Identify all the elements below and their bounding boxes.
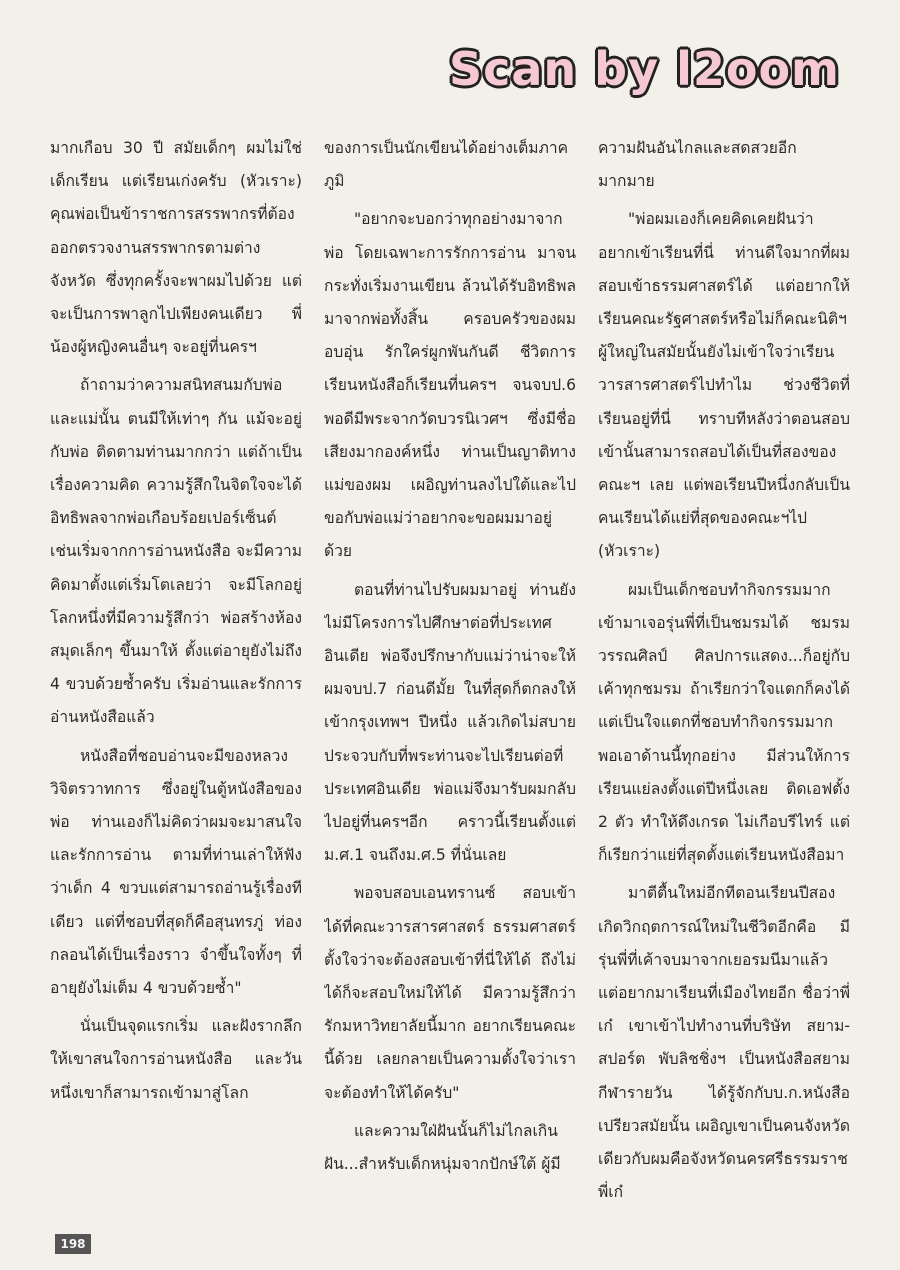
scan-watermark: Scan by l2oom (448, 42, 840, 96)
paragraph: ของการเป็นนักเขียนได้อย่างเต็มภาคภูมิ (324, 139, 569, 191)
article-columns (50, 132, 850, 1222)
paragraph: "อยากจะบอกว่าทุกอย่างมาจากพ่อ โดยเฉพาะการรักการอ่าน มาจนกระทั่งเริ่มงานเขียน ล้วนได้รับอิทธิพลมาจากพ่อทั้งสิ้น ครอบครัวของผมอบอุ่น รักใคร่ผูกพันกันดี ชีวิตการเรียนหนังสือก็เรียนที่นครฯ จนจบป.6 พอดีมีพระจากวัดบวรนิเวศฯ ซึ่งมีชื่อเสียงมากองค์หนึ่ง ท่านเป็นญาติทางแม่ของผม เผอิญท่านลงไปใต้และไปขอกับพ่อแม่ว่าอยากจะขอผมมาอยู่ด้วย (324, 210, 576, 561)
paragraph: ผมเป็นเด็กชอบทำกิจกรรมมากเข้ามาเจอรุ่นพี่ที่เป็นชมรมได้ ชมรมวรรณศิลป์ ศิลปการแสดง...ก็อยู่กับเค้าทุกชมรม ถ้าเรียกว่าใจแตกก็คงได้ แต่เป็นใจแตกที่ชอบทำกิจกรรมมาก พอเอาด้านนี้ทุกอย่าง มีส่วนให้การเรียนแย่ลงตั้งแต่ปีหนึ่งเลย ติดเอฟตั้ง 2 ตัว ทำให้ดึงเกรด ไม่เกือบรีไทร์ แต่ก็เรียกว่าแย่ที่สุดตั้งแต่เรียนหนังสือมา (598, 580, 850, 865)
paragraph: นั่นเป็นจุดแรกเริ่ม และฝังรากลึกให้เขาสนใจการอ่านหนังสือ และวันหนึ่งเขาก็สามารถเข้ามาสู่โลก (50, 1017, 302, 1102)
paragraph: พอจบสอบเอนทรานซ์ สอบเข้าได้ที่คณะวารสารศาสตร์ ธรรมศาสตร์ ตั้งใจว่าจะต้องสอบเข้าที่นี่ให้ได้ ถึงไม่ได้ก็จะสอบใหม่ให้ได้ มีความรู้สึกว่ารักมหาวิทยาลัยนี้มาก อยากเรียนคณะนี้ด้วย เลยกลายเป็นความตั้งใจว่าเราจะต้องทำให้ได้ครับ" (324, 884, 576, 1102)
paragraph: ความฝันอันไกลและสดสวยอีกมากมาย (598, 139, 797, 191)
paragraph: "พ่อผมเองก็เคยคิดเคยฝันว่าอยากเข้าเรียนที่นี่ ท่านดีใจมากที่ผมสอบเข้าธรรมศาสตร์ได้ แต่อยากให้เรียนคณะรัฐศาสตร์หรือไม่ก็คณะนิติฯ ผู้ใหญ่ในสมัยนั้นยังไม่เข้าใจว่าเรียนวารสารศาสตร์ไปทำไม ช่วงชีวิตที่เรียนอยู่ที่นี่ ทราบทีหลังว่าตอนสอบเข้านั้นสามารถสอบได้เป็นที่สองของคณะฯ เลย แต่พอเรียนปีหนึ่งกลับเป็นคนเรียนได้แย่ที่สุดของคณะฯไป (หัวเราะ) (598, 210, 850, 561)
paragraph: มาตีตื้นใหม่อีกทีตอนเรียนปีสอง เกิดวิกฤตการณ์ใหม่ในชีวิตอีกคือ มีรุ่นพี่ที่เค้าจบมาจากเยอรมนีมาแล้ว แต่อยากมาเรียนที่เมืองไทยอีก ชื่อว่าพี่เก๋ เขาเข้าไปทำงานที่บริษัท สยาม-สปอร์ต พับลิชชิ่งฯ เป็นหนังสือสยามกีฬารายวัน ได้รู้จักกับบ.ก.หนังสือเปรียวสมัยนั้น เผอิญเขาเป็นคนจังหวัดเดียวกับผมคือจังหวัดนครศรีธรรมราช พี่เก๋ (598, 884, 850, 1202)
paragraph: มากเกือบ 30 ปี สมัยเด็กๆ ผมไม่ใช่เด็กเรียน แต่เรียนเก่งครับ (หัวเราะ) คุณพ่อเป็นข้าราชการสรรพากรที่ต้องออกตรวจงานสรรพากรตามต่างจังหวัด ซึ่งทุกครั้งจะพาผมไปด้วย แต่จะเป็นการพาลูกไปเพียงคนเดียว พี่น้องผู้หญิงคนอื่นๆ จะอยู่ที่นครฯ (50, 139, 302, 357)
page-number: 198 (55, 1234, 91, 1254)
paragraph: หนังสือที่ชอบอ่านจะมีของหลวงวิจิตรวาทการ ซึ่งอยู่ในตู้หนังสือของพ่อ ท่านเองก็ไม่คิดว่าผมจะมาสนใจและรักการอ่าน ตามที่ท่านเล่าให้ฟังว่าเด็ก 4 ขวบแต่สามารถอ่านรู้เรื่องทีเดียว แต่ที่ชอบที่สุดก็คือสุนทรภู่ ท่องกลอนได้เป็นเรื่องราว จำขึ้นใจทั้งๆ ที่อายุยังไม่เต็ม 4 ขวบด้วยซ้ำ" (50, 746, 302, 998)
paragraph: ถ้าถามว่าความสนิทสนมกับพ่อและแม่นั้น ตนมีให้เท่าๆ กัน แม้จะอยู่กับพ่อ ติดตามท่านมากกว่า แต่ถ้าเป็นเรื่องความคิด ความรู้สึกในจิตใจจะได้อิทธิพลจากพ่อเกือบร้อยเปอร์เซ็นต์เช่นเริ่มจากการอ่านหนังสือ จะมีความคิดมาตั้งแต่เริ่มโตเลยว่า จะมีโลกอยู่โลกหนึ่งที่มีความรู้สึกว่า พ่อสร้างห้องสมุดเล็กๆ ขึ้นมาให้ ตั้งแต่อายุยังไม่ถึง 4 ขวบด้วยซ้ำครับ เริ่มอ่านและรักการอ่านหนังสือแล้ว (50, 376, 302, 727)
paragraph: ตอนที่ท่านไปรับผมมาอยู่ ท่านยังไม่มีโครงการไปศึกษาต่อที่ประเทศอินเดีย พ่อจึงปรึกษากับแม่ว่าน่าจะให้ผมจบป.7 ก่อนดีมั้ย ในที่สุดก็ตกลงให้เข้ากรุงเทพฯ ปีหนึ่ง แล้วเกิดไม่สบายประจวบกับที่พระท่านจะไปเรียนต่อที่ประเทศอินเดีย พ่อแม่จึงมารับผมกลับไปอยู่ที่นครฯอีก คราวนี้เรียนตั้งแต่ ม.ศ.1 จนถึงม.ศ.5 ที่นั่นเลย (324, 580, 576, 865)
paragraph: และความใฝ่ฝันนั้นก็ไม่ไกลเกินฝัน...สำหรับเด็กหนุ่มจากปักษ์ใต้ ผู้มี (324, 1121, 561, 1174)
column-1 (50, 132, 302, 1222)
column-3 (598, 132, 850, 1222)
column-2 (324, 132, 576, 1222)
